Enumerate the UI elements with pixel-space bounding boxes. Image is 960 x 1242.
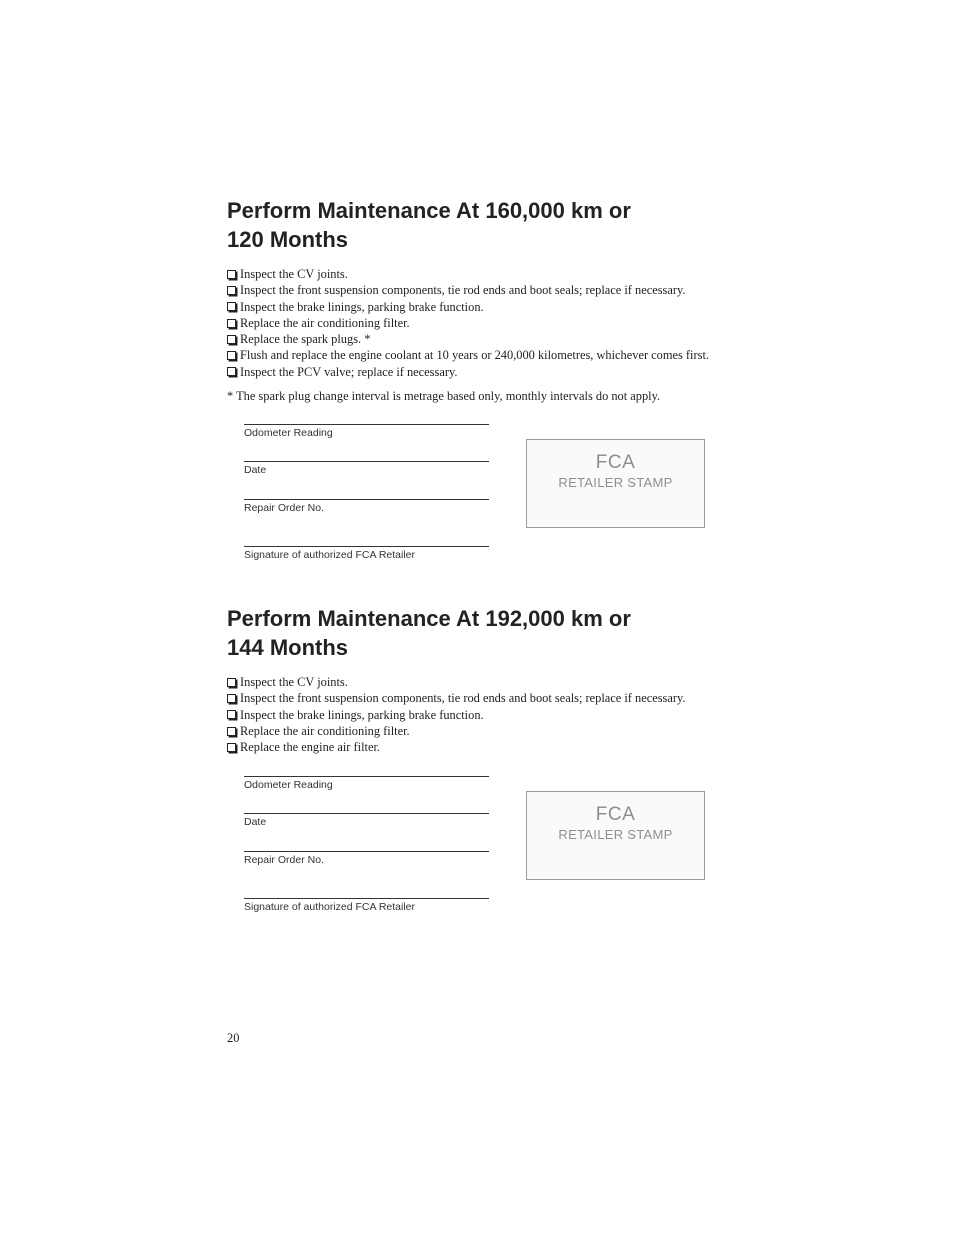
checkbox-icon[interactable]: [227, 367, 236, 376]
checklist-item: Inspect the front suspension components, tie rod ends and boot seals; replace if necessary.: [227, 690, 747, 706]
checkbox-icon[interactable]: [227, 710, 236, 719]
checklist-item: Inspect the brake linings, parking brake function.: [227, 707, 747, 723]
heading-line-2: 144 Months: [227, 635, 349, 660]
checklist-item: Replace the engine air filter.: [227, 739, 747, 755]
maintenance-section-160000: [227, 196, 747, 404]
heading-line-1: Perform Maintenance At 192,000 km or: [227, 606, 631, 631]
checkbox-icon[interactable]: [227, 302, 236, 311]
checklist-item: Replace the spark plugs. *: [227, 331, 747, 347]
checklist-item: Inspect the CV joints.: [227, 266, 747, 282]
date-field[interactable]: Date: [244, 461, 489, 477]
signature-field[interactable]: Signature of authorized FCA Retailer: [244, 898, 489, 914]
signature-field[interactable]: Signature of authorized FCA Retailer: [244, 546, 489, 562]
stamp-subtitle: RETAILER STAMP: [558, 475, 673, 490]
checkbox-icon[interactable]: [227, 678, 236, 687]
date-field[interactable]: Date: [244, 813, 489, 829]
checklist-item: Inspect the PCV valve; replace if necessary.: [227, 364, 747, 380]
odometer-reading-field[interactable]: Odometer Reading: [244, 776, 489, 792]
stamp-title: FCA: [595, 452, 636, 473]
checklist-item: Replace the air conditioning filter.: [227, 723, 747, 739]
repair-order-field[interactable]: Repair Order No.: [244, 499, 489, 515]
checklist: [227, 266, 747, 380]
checkbox-icon[interactable]: [227, 351, 236, 360]
maintenance-section-192000: [227, 604, 747, 755]
checkbox-icon[interactable]: [227, 694, 236, 703]
checkbox-icon[interactable]: [227, 319, 236, 328]
checkbox-icon[interactable]: [227, 727, 236, 736]
footnote: * The spark plug change interval is metrage based only, monthly intervals do not apply.: [227, 389, 661, 404]
odometer-reading-field[interactable]: Odometer Reading: [244, 424, 489, 440]
checkbox-icon[interactable]: [227, 270, 236, 279]
heading-line-1: Perform Maintenance At 160,000 km or: [227, 198, 631, 223]
checklist-item: Inspect the CV joints.: [227, 674, 747, 690]
checklist-item: Flush and replace the engine coolant at 10 years or 240,000 kilometres, whichever comes first.: [227, 347, 747, 363]
checklist-item: Inspect the brake linings, parking brake function.: [227, 299, 747, 315]
section-heading: [227, 604, 747, 662]
repair-order-field[interactable]: Repair Order No.: [244, 851, 489, 867]
retailer-stamp-box: [526, 439, 705, 528]
stamp-subtitle: RETAILER STAMP: [558, 827, 673, 842]
checklist-item: Replace the air conditioning filter.: [227, 315, 747, 331]
checklist: [227, 674, 747, 755]
checkbox-icon[interactable]: [227, 743, 236, 752]
heading-line-2: 120 Months: [227, 227, 349, 252]
page-number: 20: [227, 1031, 240, 1045]
checkbox-icon[interactable]: [227, 335, 236, 344]
retailer-stamp-box: [526, 791, 705, 880]
checkbox-icon[interactable]: [227, 286, 236, 295]
checklist-item: Inspect the front suspension components, tie rod ends and boot seals; replace if necessary.: [227, 282, 747, 298]
stamp-title: FCA: [595, 804, 636, 825]
section-heading: [227, 196, 747, 254]
